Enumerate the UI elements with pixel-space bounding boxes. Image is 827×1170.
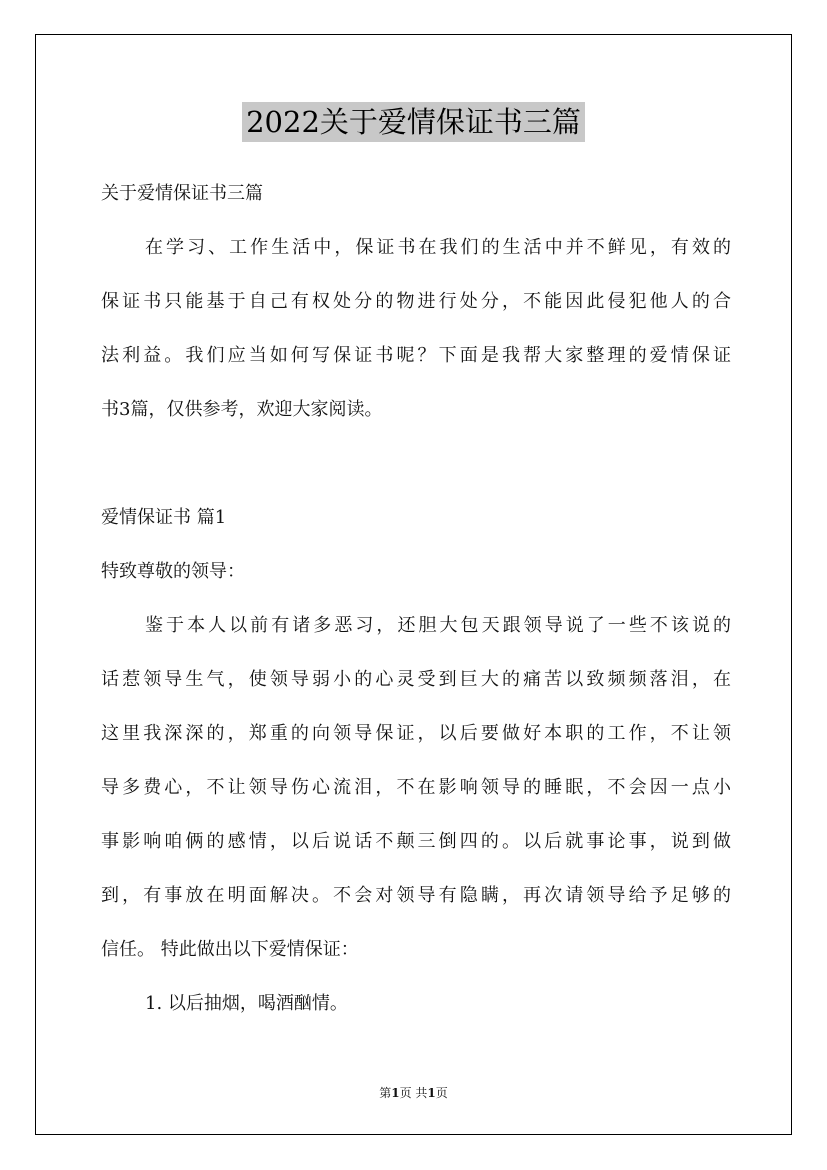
body-line: 到，有事放在明面解决。不会对领导有隐瞒，再次请领导给予足够的: [101, 885, 731, 906]
section-heading: 爱情保证书 篇1: [101, 507, 227, 528]
body-line: 话惹领导生气，使领导弱小的心灵受到巨大的痛苦以致频频落泪，在: [101, 669, 731, 690]
footer-suffix: 页: [435, 1086, 448, 1100]
document-subtitle: 关于爱情保证书三篇: [101, 183, 263, 204]
list-item: 1. 以后抽烟，喝酒酗情。: [145, 993, 348, 1014]
body-line: 导多费心，不让领导伤心流泪，不在影响领导的睡眠，不会因一点小: [101, 777, 731, 798]
salutation: 特致尊敬的领导：: [101, 561, 245, 582]
footer-page-number: 1: [391, 1086, 400, 1100]
intro-line: 在学习、工作生活中，保证书在我们的生活中并不鲜见，有效的: [145, 237, 731, 258]
document-title: 2022关于爱情保证书三篇: [242, 102, 585, 142]
body-line: 信任。 特此做出以下爱情保证：: [101, 939, 359, 960]
intro-line: 法利益。我们应当如何写保证书呢？下面是我帮大家整理的爱情保证: [101, 345, 731, 366]
intro-line: 书3篇，仅供参考，欢迎大家阅读。: [101, 399, 383, 420]
body-line: 事影响咱俩的感情，以后说话不颠三倒四的。以后就事论事，说到做: [101, 831, 731, 852]
footer-page-total: 1: [427, 1086, 436, 1100]
body-line: 这里我深深的，郑重的向领导保证，以后要做好本职的工作，不让领: [101, 723, 731, 744]
page-footer: [0, 1085, 827, 1101]
body-line: 鉴于本人以前有诸多恶习，还胆大包天跟领导说了一些不该说的: [145, 615, 731, 636]
footer-mid: 页 共: [399, 1086, 428, 1100]
intro-line: 保证书只能基于自己有权处分的物进行处分，不能因此侵犯他人的合: [101, 291, 731, 312]
title-container: [0, 102, 827, 142]
footer-prefix: 第: [379, 1086, 392, 1100]
